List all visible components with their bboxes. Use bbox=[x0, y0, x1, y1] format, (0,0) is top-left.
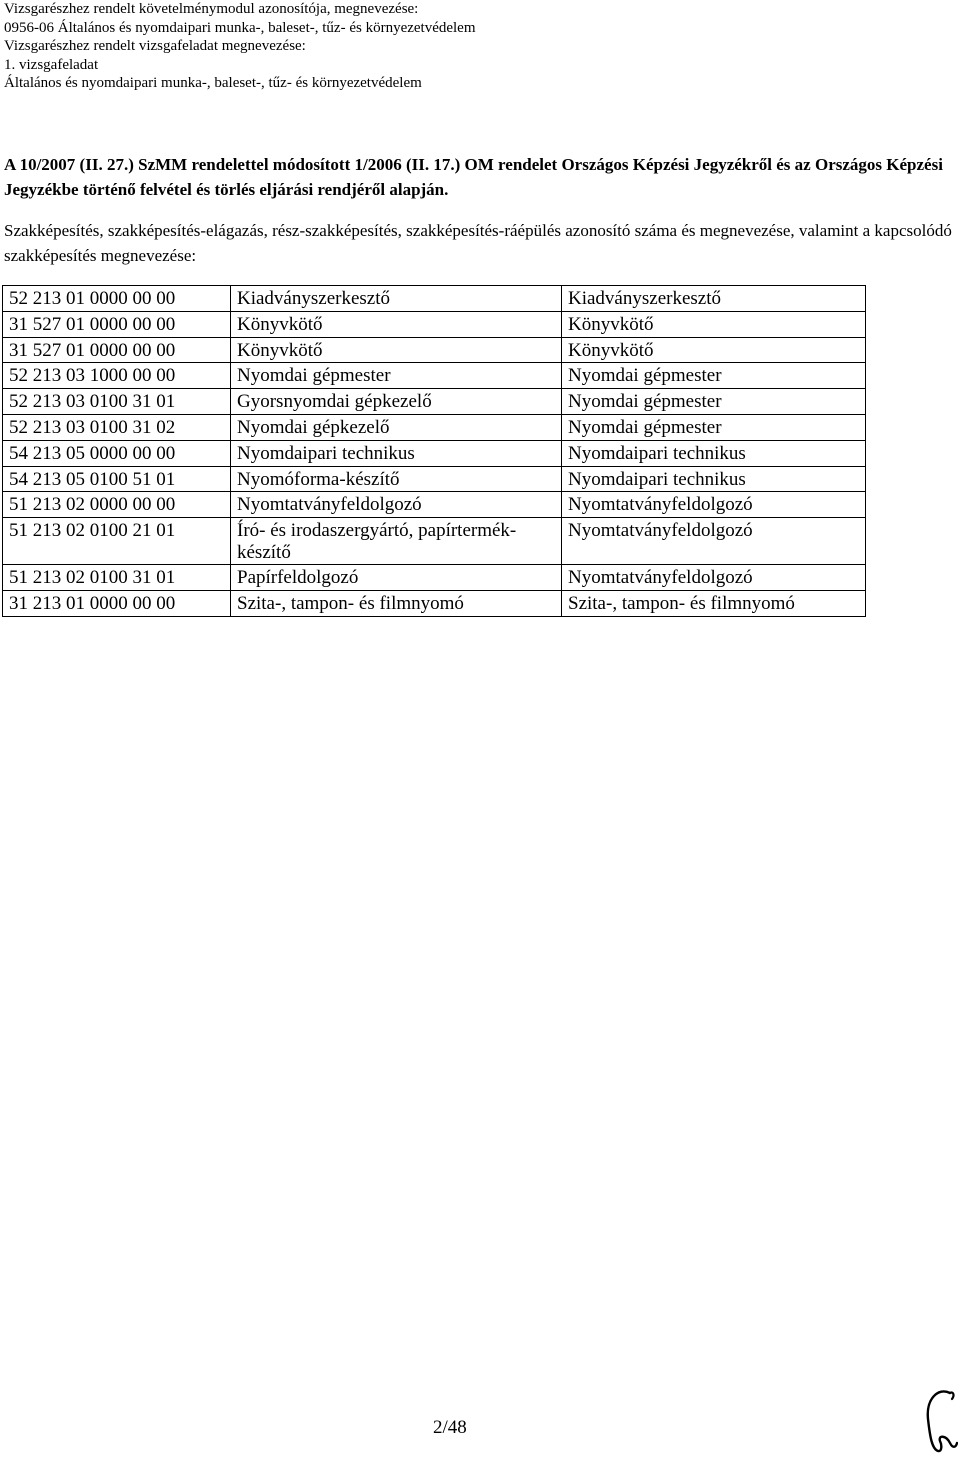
page-number: 2/48 bbox=[433, 1417, 467, 1438]
related-qualification-cell: Nyomdaipari technikus bbox=[562, 466, 866, 492]
related-qualification-cell: Könyvkötő bbox=[562, 311, 866, 337]
qualification-name-cell: Könyvkötő bbox=[231, 337, 562, 363]
qualification-name-cell: Nyomtatványfeldolgozó bbox=[231, 492, 562, 518]
qualification-name-cell: Nyomóforma-készítő bbox=[231, 466, 562, 492]
intro-paragraph: Szakképesítés, szakképesítés-elágazás, rész-szakképesítés, szakképesítés-ráépülés azonosító száma és megnevezése, valamint a kapcsolódó szakképesítés megnevezése: bbox=[4, 221, 952, 265]
related-qualification-cell: Nyomtatványfeldolgozó bbox=[562, 492, 866, 518]
related-qualification-cell: Nyomdai gépmester bbox=[562, 389, 866, 415]
header-line: Vizsgarészhez rendelt vizsgafeladat megnevezése: bbox=[4, 38, 306, 54]
qualification-name-cell: Szita-, tampon- és filmnyomó bbox=[231, 590, 562, 616]
table-row bbox=[3, 311, 866, 337]
table-row bbox=[3, 286, 866, 312]
qualification-code-cell: 52 213 03 1000 00 00 bbox=[3, 363, 231, 389]
document-header bbox=[4, 0, 954, 93]
table-row bbox=[3, 440, 866, 466]
qualification-name-cell: Író- és irodaszergyártó, papírtermék-készítő bbox=[231, 518, 562, 565]
decree-reference: A 10/2007 (II. 27.) SzMM rendelettel módosított 1/2006 (II. 17.) OM rendelet Országos Képzési Jegyzékről és az Országos Képzési Jegyzékbe történő felvétel és törlés eljárási rendjéről alapján. bbox=[4, 155, 943, 199]
qualification-name-cell: Nyomdaipari technikus bbox=[231, 440, 562, 466]
header-line: 1. vizsgafeladat bbox=[4, 56, 99, 73]
qualification-name-cell: Könyvkötő bbox=[231, 311, 562, 337]
related-qualification-cell: Szita-, tampon- és filmnyomó bbox=[562, 590, 866, 616]
table-row bbox=[3, 389, 866, 415]
related-qualification-cell: Nyomdaipari technikus bbox=[562, 440, 866, 466]
qualification-table bbox=[2, 285, 866, 617]
qualification-code-cell: 31 527 01 0000 00 00 bbox=[3, 311, 231, 337]
qualification-name-cell: Nyomdai gépkezelő bbox=[231, 414, 562, 440]
header-line: 0956-06 Általános és nyomdaipari munka-, baleset-, tűz- és környezetvédelem bbox=[4, 19, 476, 36]
qualification-name-cell: Kiadványszerkesztő bbox=[231, 286, 562, 312]
table-row bbox=[3, 492, 866, 518]
header-line: Általános és nyomdaipari munka-, baleset-, tűz- és környezetvédelem bbox=[4, 75, 422, 91]
qualification-name-cell: Papírfeldolgozó bbox=[231, 565, 562, 591]
related-qualification-cell: Nyomtatványfeldolgozó bbox=[562, 565, 866, 591]
qualification-code-cell: 51 213 02 0100 21 01 bbox=[3, 518, 231, 565]
table-row bbox=[3, 466, 866, 492]
related-qualification-cell: Könyvkötő bbox=[562, 337, 866, 363]
qualification-code-cell: 52 213 03 0100 31 02 bbox=[3, 414, 231, 440]
qualification-code-cell: 52 213 03 0100 31 01 bbox=[3, 389, 231, 415]
qualification-table-body bbox=[3, 286, 866, 617]
table-row bbox=[3, 414, 866, 440]
qualification-code-cell: 51 213 02 0000 00 00 bbox=[3, 492, 231, 518]
qualification-name-cell: Gyorsnyomdai gépkezelő bbox=[231, 389, 562, 415]
table-row bbox=[3, 565, 866, 591]
qualification-code-cell: 51 213 02 0100 31 01 bbox=[3, 565, 231, 591]
header-line: Vizsgarészhez rendelt követelménymodul azonosítója, megnevezése: bbox=[4, 1, 419, 17]
qualification-code-cell: 52 213 01 0000 00 00 bbox=[3, 286, 231, 312]
related-qualification-cell: Nyomdai gépmester bbox=[562, 414, 866, 440]
table-row bbox=[3, 337, 866, 363]
qualification-code-cell: 31 527 01 0000 00 00 bbox=[3, 337, 231, 363]
handwritten-initial-signature bbox=[920, 1385, 958, 1457]
related-qualification-cell: Nyomtatványfeldolgozó bbox=[562, 518, 866, 565]
table-row bbox=[3, 363, 866, 389]
qualification-code-cell: 31 213 01 0000 00 00 bbox=[3, 590, 231, 616]
qualification-code-cell: 54 213 05 0100 51 01 bbox=[3, 466, 231, 492]
related-qualification-cell: Nyomdai gépmester bbox=[562, 363, 866, 389]
qualification-code-cell: 54 213 05 0000 00 00 bbox=[3, 440, 231, 466]
table-row bbox=[3, 590, 866, 616]
table-row bbox=[3, 518, 866, 565]
qualification-name-cell: Nyomdai gépmester bbox=[231, 363, 562, 389]
related-qualification-cell: Kiadványszerkesztő bbox=[562, 286, 866, 312]
